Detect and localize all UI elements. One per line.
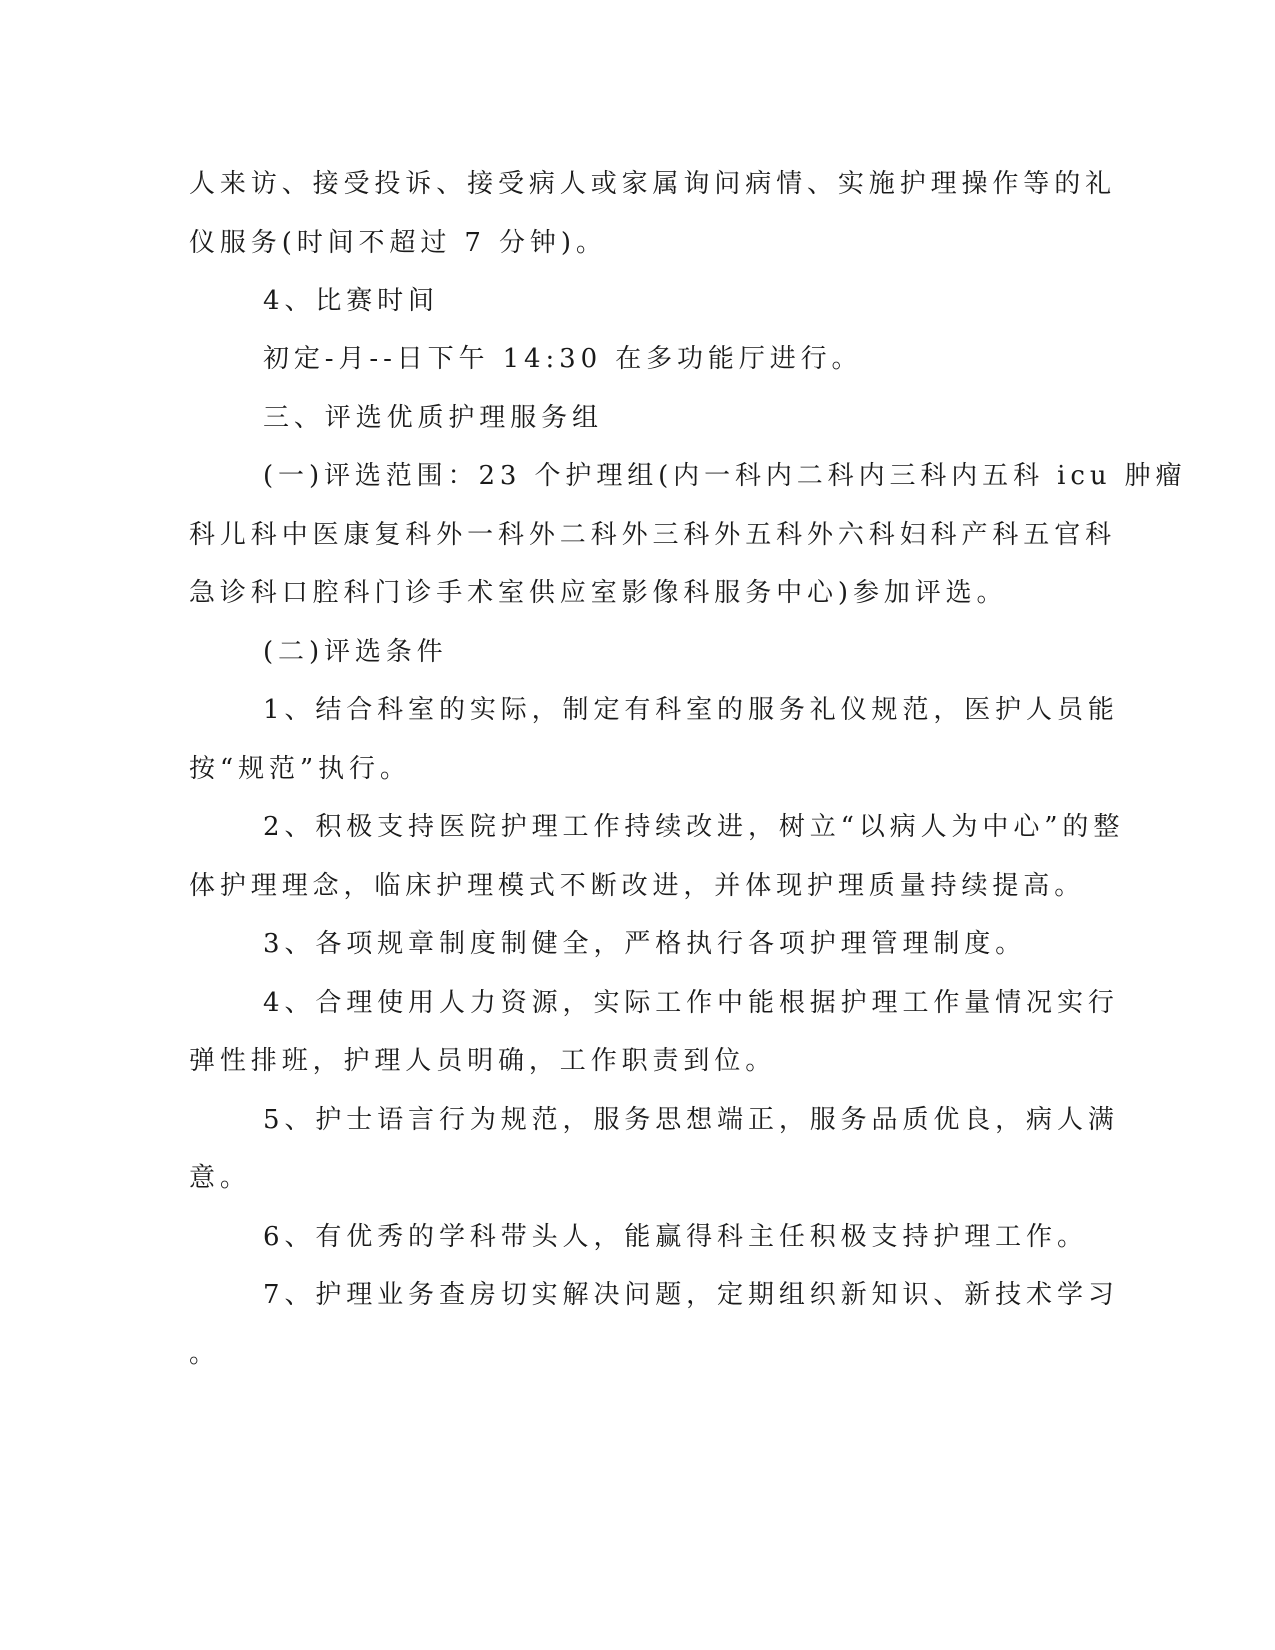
- paragraph-line: 急诊科口腔科门诊手术室供应室影像科服务中心)参加评选。: [189, 578, 1008, 608]
- paragraph-line: 仪服务(时间不超过 7 分钟)。: [189, 228, 607, 258]
- section-heading: (二)评选条件: [263, 637, 448, 667]
- list-item: 7、护理业务查房切实解决问题，定期组织新知识、新技术学习: [263, 1280, 1119, 1310]
- list-item: 1、结合科室的实际，制定有科室的服务礼仪规范，医护人员能: [263, 695, 1119, 725]
- list-item-continuation: 意。: [189, 1163, 251, 1193]
- section-heading: 三、评选优质护理服务组: [263, 403, 603, 433]
- list-item-continuation: 弹性排班，护理人员明确，工作职责到位。: [189, 1046, 777, 1076]
- list-item: 3、各项规章制度制健全，严格执行各项护理管理制度。: [263, 929, 1027, 959]
- list-item-continuation: 体护理理念，临床护理模式不断改进，并体现护理质量持续提高。: [189, 871, 1086, 901]
- list-item: 2、积极支持医院护理工作持续改进，树立“以病人为中心”的整: [263, 812, 1125, 842]
- list-item-continuation: 按“规范”执行。: [189, 754, 411, 784]
- list-item: 6、有优秀的学科带头人，能赢得科主任积极支持护理工作。: [263, 1222, 1088, 1252]
- paragraph-line: (一)评选范围：23 个护理组(内一科内二科内三科内五科 icu 肿瘤: [263, 461, 1187, 491]
- list-item: 4、合理使用人力资源，实际工作中能根据护理工作量情况实行: [263, 988, 1119, 1018]
- paragraph-line: 初定-月--日下午 14:30 在多功能厅进行。: [263, 344, 863, 374]
- list-item-continuation: 。: [189, 1339, 220, 1369]
- paragraph-line: 人来访、接受投诉、接受病人或家属询问病情、实施护理操作等的礼: [189, 169, 1117, 199]
- section-heading: 4、比赛时间: [263, 286, 439, 316]
- list-item: 5、护士语言行为规范，服务思想端正，服务品质优良，病人满: [263, 1105, 1119, 1135]
- paragraph-line: 科儿科中医康复科外一科外二科外三科外五科外六科妇科产科五官科: [189, 520, 1117, 550]
